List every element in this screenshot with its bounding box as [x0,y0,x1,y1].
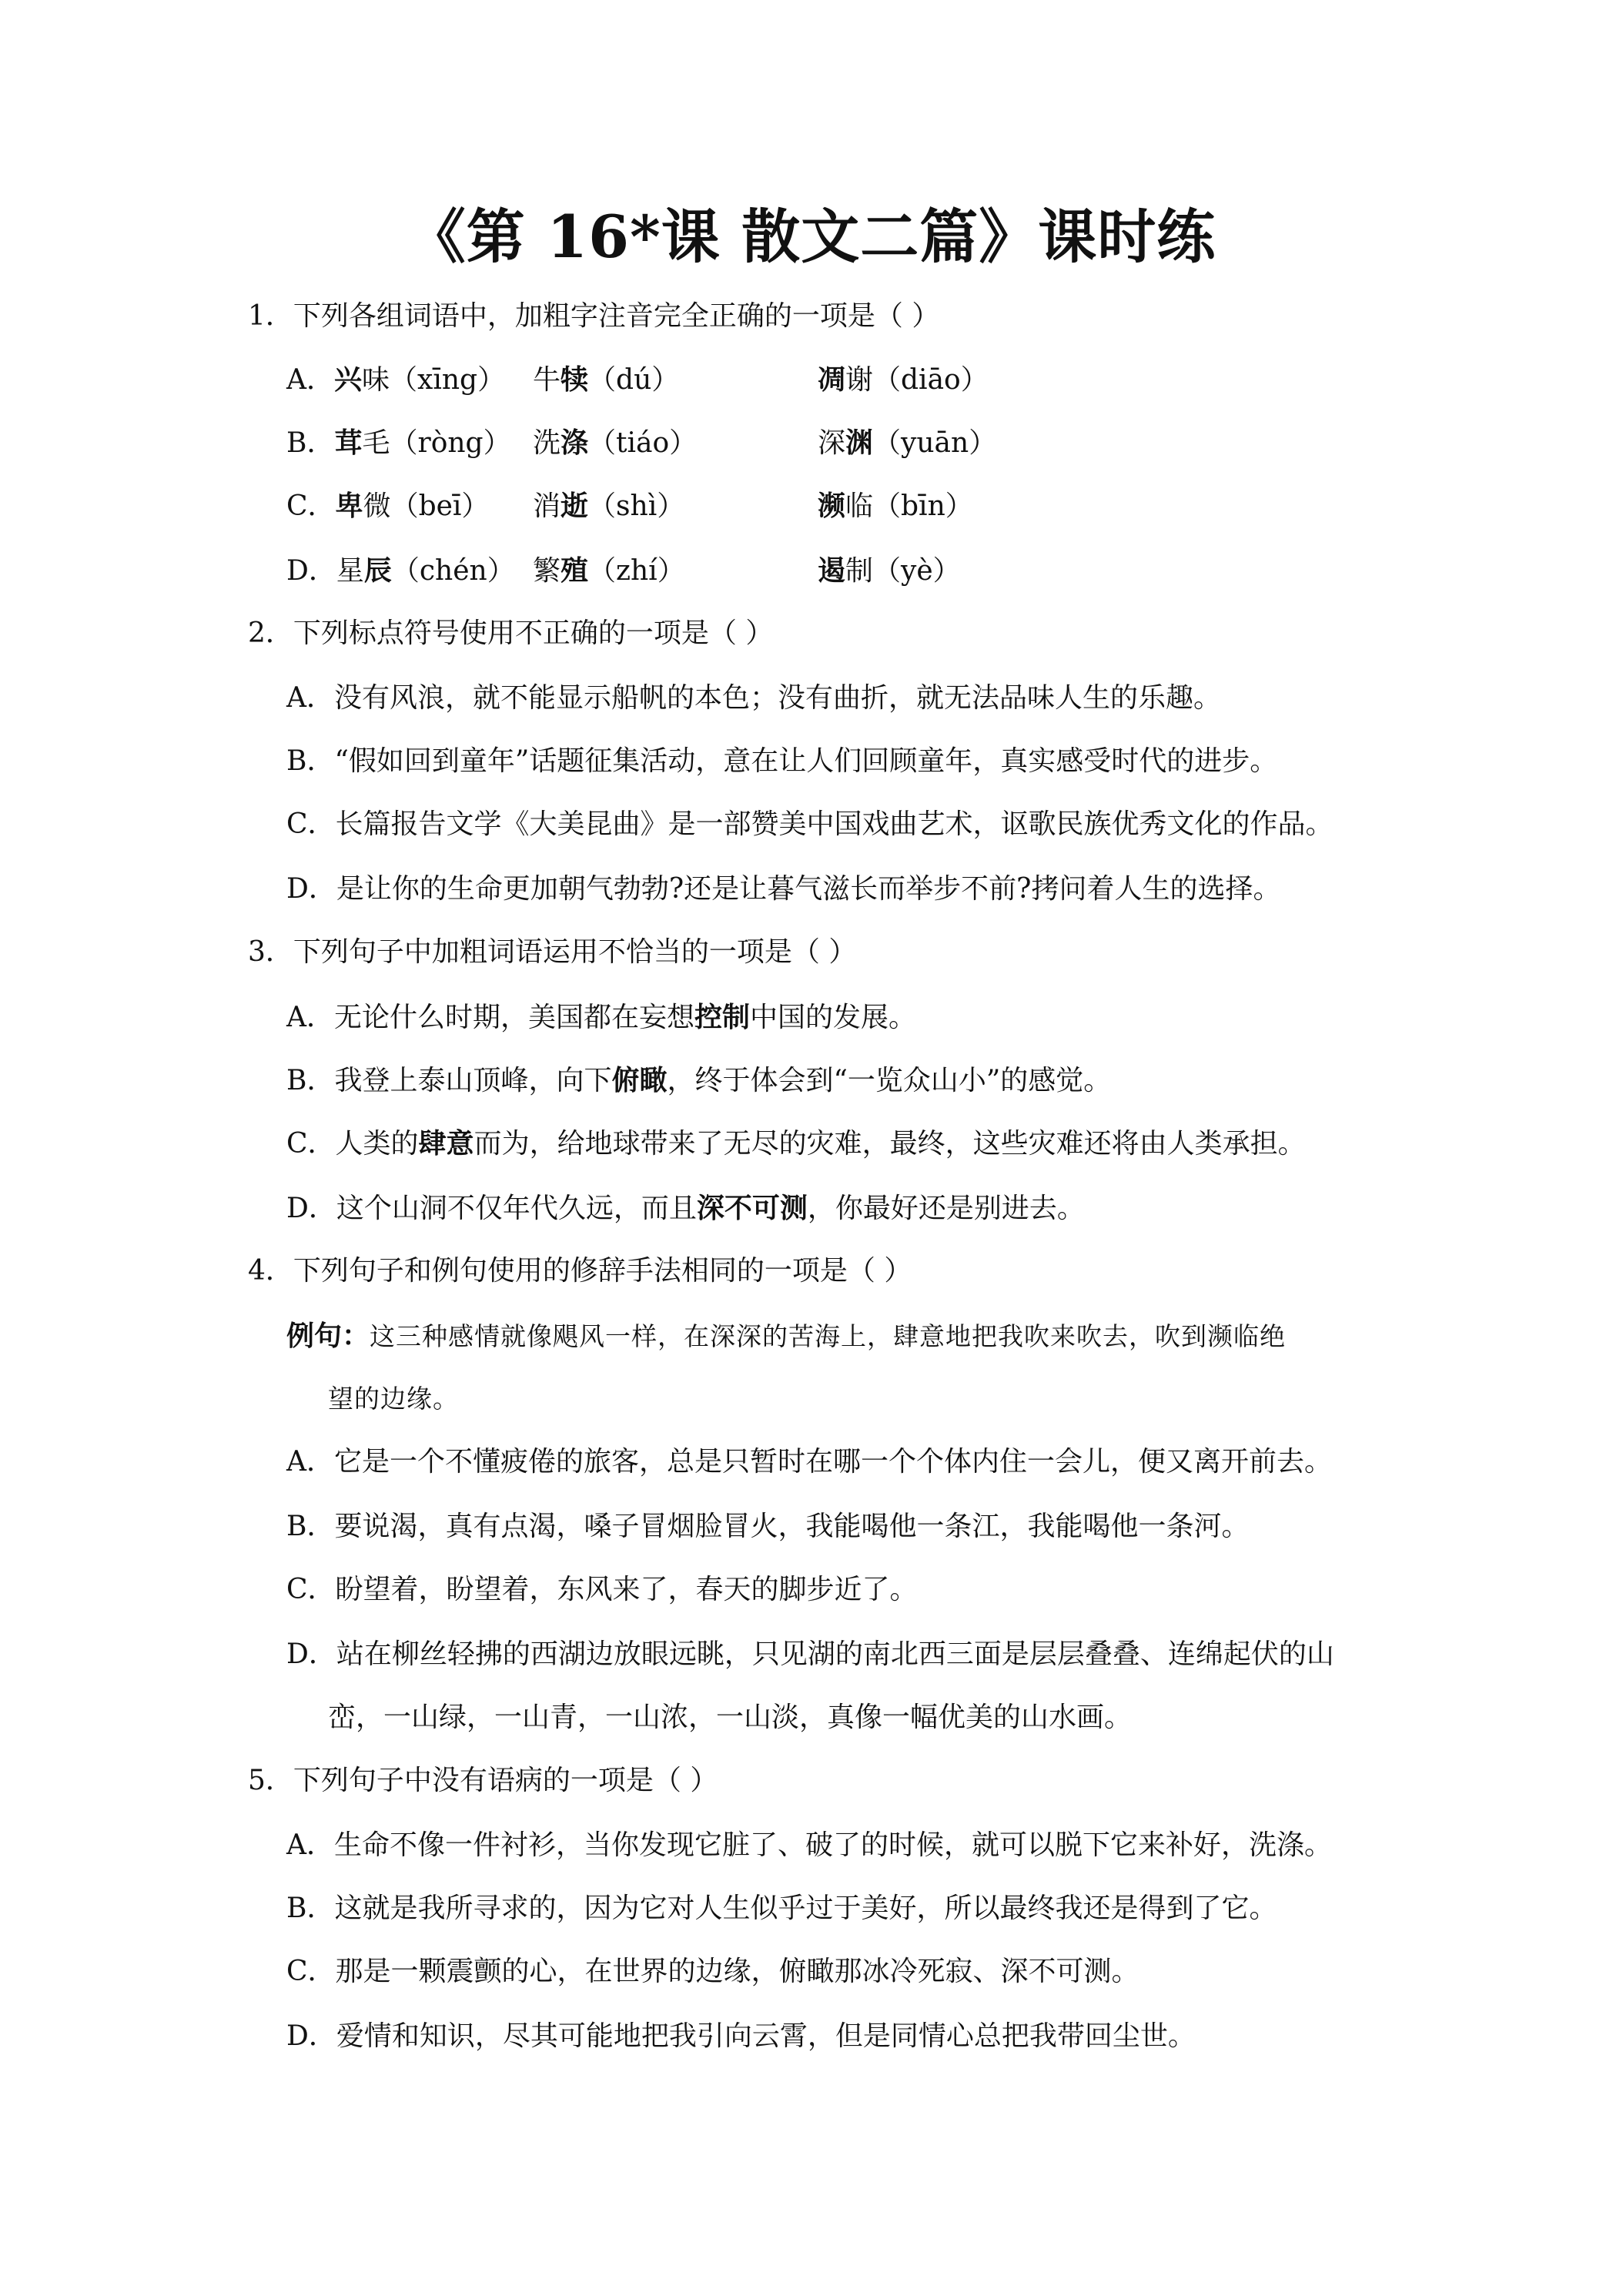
q2-option-d: D．是让你的生命更加朝气勃勃?还是让暮气滋长而举步不前?拷问着人生的选择。 [286,873,1281,905]
q1-option-c-word-1: C．卑微（beī） [286,490,490,522]
q1-option-a-word-2: 牛犊（dú） [533,363,680,396]
q4-option-c: C．盼望着，盼望着，东风来了，春天的脚步近了。 [286,1574,918,1605]
q1-option-a-word-3: 凋谢（diāo） [818,363,989,396]
q3-option-b: B．我登上泰山顶峰，向下俯瞰，终于体会到“一览众山小”的感觉。 [286,1064,1112,1096]
q1-option-b-word-2: 洗涤（tiáo） [533,427,698,459]
q3-option-c: C．人类的肆意而为，给地球带来了无尽的灾难，最终，这些灾难还将由人类承担。 [286,1127,1306,1160]
page-title: 《第 16*课 散文二篇》课时练 [407,202,1216,271]
q2-option-a: A．没有风浪，就不能显示船帆的本色；没有曲折，就无法品味人生的乐趣。 [286,682,1221,714]
question-1-stem: 1．下列各组词语中，加粗字注音完全正确的一项是（ ） [248,300,940,332]
q1-option-a-word-1: A．兴味（xīng） [286,363,506,396]
q4-example-line-2: 望的边缘。 [328,1384,459,1414]
q1-option-d-word-3: 遏制（yè） [818,554,961,587]
q1-option-c-word-2: 消逝（shì） [533,490,685,522]
q2-option-c: C．长篇报告文学《大美昆曲》是一部赞美中国戏曲艺术，讴歌民族优秀文化的作品。 [286,808,1334,840]
q4-example-line-1: 例句：这三种感情就像飓风一样，在深深的苦海上，肆意地把我吹来吹去，吹到濒临绝 [286,1320,1287,1352]
question-2-stem: 2．下列标点符号使用不正确的一项是（ ） [248,618,774,649]
q1-option-d-word-1: D．星辰（chén） [286,554,515,587]
q4-option-d-line-2: 峦，一山绿，一山青，一山浓，一山淡，真像一幅优美的山水画。 [328,1702,1133,1733]
question-4-stem: 4．下列句子和例句使用的修辞手法相同的一项是（ ） [248,1255,912,1287]
q5-option-d: D．爱情和知识，尽其可能地把我引向云霄，但是同情心总把我带回尘世。 [286,2020,1196,2052]
q5-option-c: C．那是一颗震颤的心，在世界的边缘，俯瞰那冰冷死寂、深不可测。 [286,1956,1139,1987]
q4-option-d-line-1: D．站在柳丝轻拂的西湖边放眼远眺，只见湖的南北西三面是层层叠叠、连绵起伏的山 [286,1638,1334,1670]
q3-option-a: A．无论什么时期，美国都在妄想控制中国的发展。 [286,1001,917,1033]
q3-option-d: D．这个山洞不仅年代久远，而且深不可测，你最好还是别进去。 [286,1192,1085,1224]
q4-option-b: B．要说渴，真有点渴，嗓子冒烟脸冒火，我能喝他一条江，我能喝他一条河。 [286,1511,1250,1542]
q5-option-b: B．这就是我所寻求的，因为它对人生似乎过于美好，所以最终我还是得到了它。 [286,1893,1277,1924]
question-5-stem: 5．下列句子中没有语病的一项是（ ） [248,1765,718,1796]
q5-option-a: A．生命不像一件衬衫，当你发现它脏了、破了的时候，就可以脱下它来补好，洗涤。 [286,1829,1332,1861]
q2-option-b: B．“假如回到童年”话题征集活动，意在让人们回顾童年，真实感受时代的进步。 [286,745,1278,777]
q1-option-b-word-1: B．茸毛（ròng） [286,427,511,459]
question-3-stem: 3．下列句子中加粗词语运用不恰当的一项是（ ） [248,936,857,968]
q1-option-c-word-3: 濒临（bīn） [818,490,973,522]
q1-option-b-word-3: 深渊（yuān） [818,427,997,459]
q4-option-a: A．它是一个不懂疲倦的旅客，总是只暂时在哪一个个体内住一会儿，便又离开前去。 [286,1446,1332,1478]
q1-option-d-word-2: 繁殖（zhí） [533,554,685,587]
